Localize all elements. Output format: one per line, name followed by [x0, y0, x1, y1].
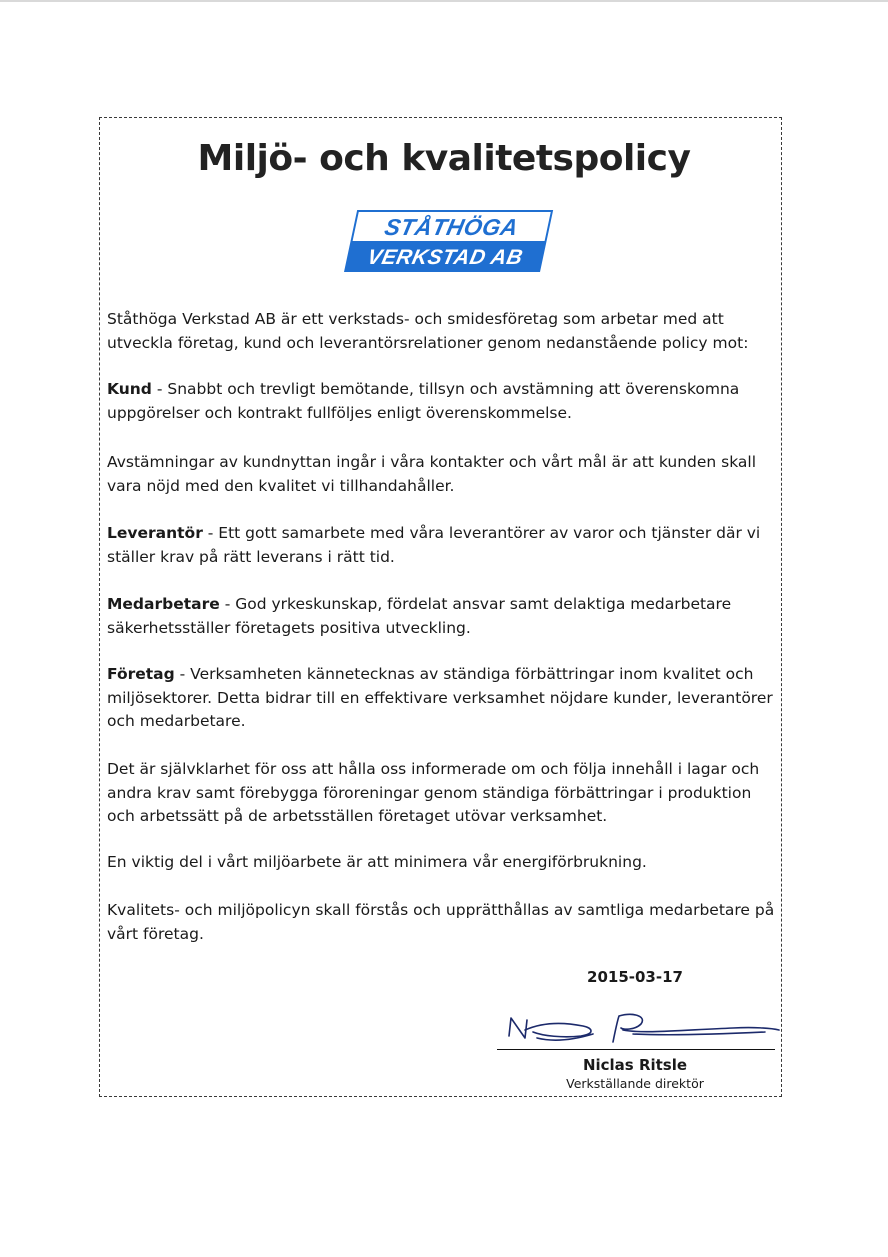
signature-line [497, 1049, 775, 1050]
intro-paragraph: Ståthöga Verkstad AB är ett verkstads- och smidesföretag som arbetar med att utveckla företag, kund och leverantörsrelationer genom nedanstående policy mot: [107, 310, 749, 352]
logo-line-1: STÅTHÖGA [350, 210, 553, 243]
policy-text: - Snabbt och trevligt bemötande, tillsyn och avstämning att överenskomna uppgörelser och kontrakt fullföljes enligt överenskommelse. [107, 380, 740, 422]
policy-avstamning [107, 451, 779, 498]
policy-text: - Verksamheten kännetecknas av ständiga förbättringar inom kvalitet och miljösektorer. Detta bidrar till en effektivare verksamhet nöjdare kunder, leverantörer och medarbetare. [107, 665, 773, 730]
policy-lagar [107, 758, 779, 829]
policy-heading: Medarbetare [107, 595, 220, 613]
document-title: Miljö- och kvalitetspolicy [197, 138, 691, 179]
policy-heading: Kund [107, 380, 152, 398]
policy-text: - God yrkeskunskap, fördelat ansvar samt delaktiga medarbetare säkerhetsställer företagets positiva utveckling. [107, 595, 732, 637]
page-top-edge [0, 0, 888, 2]
signer-title: Verkställande direktör [566, 1076, 704, 1091]
document-date: 2015-03-17 [587, 968, 683, 986]
policy-text: Kvalitets- och miljöpolicyn skall förstås och upprätthållas av samtliga medarbetare på vårt företag. [107, 901, 775, 943]
policy-energi [107, 851, 779, 875]
policy-kund [107, 378, 779, 425]
logo-line-2: VERKSTAD AB [344, 243, 546, 272]
policy-heading: Leverantör [107, 524, 203, 542]
policy-ansvar [107, 899, 779, 946]
policy-text: Avstämningar av kundnyttan ingår i våra kontakter och vårt mål är att kunden skall vara nöjd med den kvalitet vi tillhandahåller. [107, 453, 757, 495]
signer-name: Niclas Ritsle [582, 1056, 688, 1074]
policy-foretag [107, 663, 779, 734]
policy-medarbetare [107, 593, 779, 640]
company-logo [344, 210, 553, 272]
policy-text: Det är självklarhet för oss att hålla oss informerade om och följa innehåll i lagar och andra krav samt förebygga föroreningar genom ständiga förbättringar i produktion och arbetssätt på de arbetsställen företaget utövar verksamhet. [107, 760, 760, 825]
handwritten-signature [503, 1008, 783, 1050]
policy-heading: Företag [107, 665, 175, 683]
policy-leverantor [107, 522, 779, 569]
policy-text: - Ett gott samarbete med våra leverantörer av varor och tjänster där vi ställer krav på rätt leverans i rätt tid. [107, 524, 761, 566]
policy-text: En viktig del i vårt miljöarbete är att minimera vår energiförbrukning. [107, 853, 647, 871]
